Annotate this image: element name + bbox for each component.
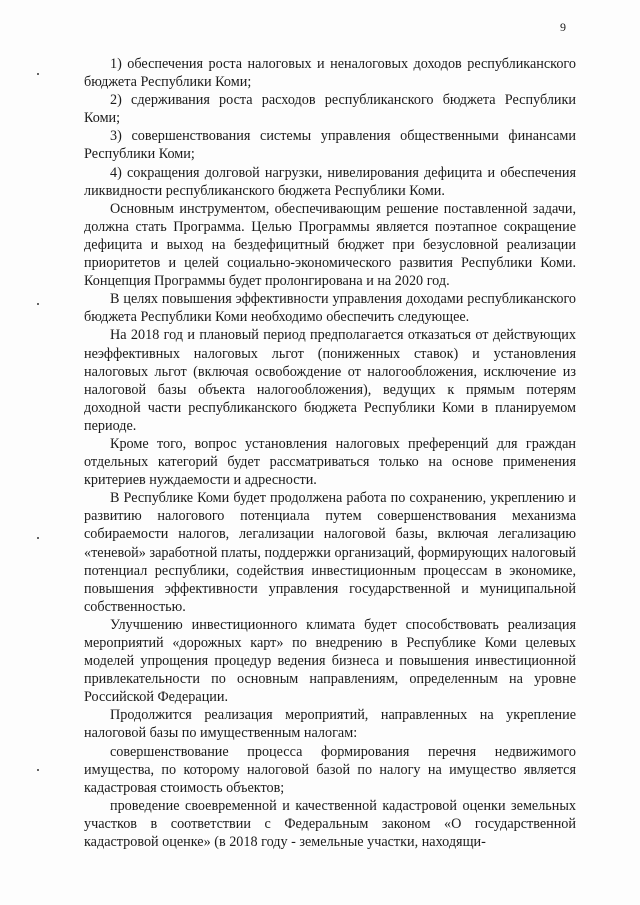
paragraph: Кроме того, вопрос установления налоговых преференций для граждан отдельных категорий будет рассматриваться только на основе применения критериев нуждаемости и адресности. — [84, 435, 576, 489]
scan-speck — [37, 769, 39, 771]
paragraph: Улучшению инвестиционного климата будет способствовать реализация мероприятий «дорожных карт» по внедрению в Республике Коми целевых моделей упрощения процедур ведения бизнеса и повышения инвестиционной привлекательности по основным направлениям, определенным на уровне Российской Федерации. — [84, 616, 576, 706]
document-body — [84, 55, 576, 851]
scan-speck — [37, 537, 39, 539]
paragraph: проведение своевременной и качественной кадастровой оценки земельных участков в соответствии с Федеральным законом «О государственной кадастровой оценке» (в 2018 году - земельные участки, находящи- — [84, 797, 576, 851]
paragraph: 1) обеспечения роста налоговых и неналоговых доходов республиканского бюджета Республики Коми; — [84, 56, 576, 91]
paragraph: В Республике Коми будет продолжена работа по сохранению, укреплению и развитию налогового потенциала путем совершенствования механизма собираемости налогов, легализации налоговой базы, включая легализацию «теневой» заработной платы, поддержки организаций, формирующих налоговый потенциал республики, содействия инвестиционным процессам в экономике, повышения эффективности управления государственной и муниципальной собственностью. — [84, 490, 576, 615]
scan-speck — [37, 303, 39, 305]
paragraph: 2) сдерживания роста расходов республиканского бюджета Республики Коми; — [84, 92, 576, 127]
scan-speck — [37, 73, 39, 75]
paragraph: 4) сокращения долговой нагрузки, нивелирования дефицита и обеспечения ликвидности республиканского бюджета Республики Коми. — [84, 164, 576, 199]
paragraph: На 2018 год и плановый период предполагается отказаться от действующих неэффективных налоговых льгот (пониженных ставок) и установления налоговых льгот (включая освобождение от налогообложения, исключение из налоговой базы объекта налогообложения), ведущих к прямым потерям доходной части республиканского бюджета Республики Коми в планируемом периоде. — [84, 327, 576, 434]
paragraph: 3) совершенствования системы управления общественными финансами Республики Коми; — [84, 128, 576, 163]
paragraph: Основным инструментом, обеспечивающим решение поставленной задачи, должна стать Программа. Целью Программы является поэтапное сокращение дефицита и выход на бездефицитный бюджет при безусловной реализации приоритетов и целей социально-экономического развития Республики Коми. Концепция Программы будет пролонгирована и на 2020 год. — [84, 200, 576, 290]
page-number: 9 — [560, 20, 566, 34]
paragraph: В целях повышения эффективности управления доходами республиканского бюджета Республики Коми необходимо обеспечить следующее. — [84, 291, 576, 326]
paragraph: совершенствование процесса формирования перечня недвижимого имущества, по которому налоговой базой по налогу на имущество является кадастровая стоимость объектов; — [84, 743, 576, 796]
paragraph: Продолжится реализация мероприятий, направленных на укрепление налоговой базы по имущественным налогам: — [84, 707, 576, 742]
